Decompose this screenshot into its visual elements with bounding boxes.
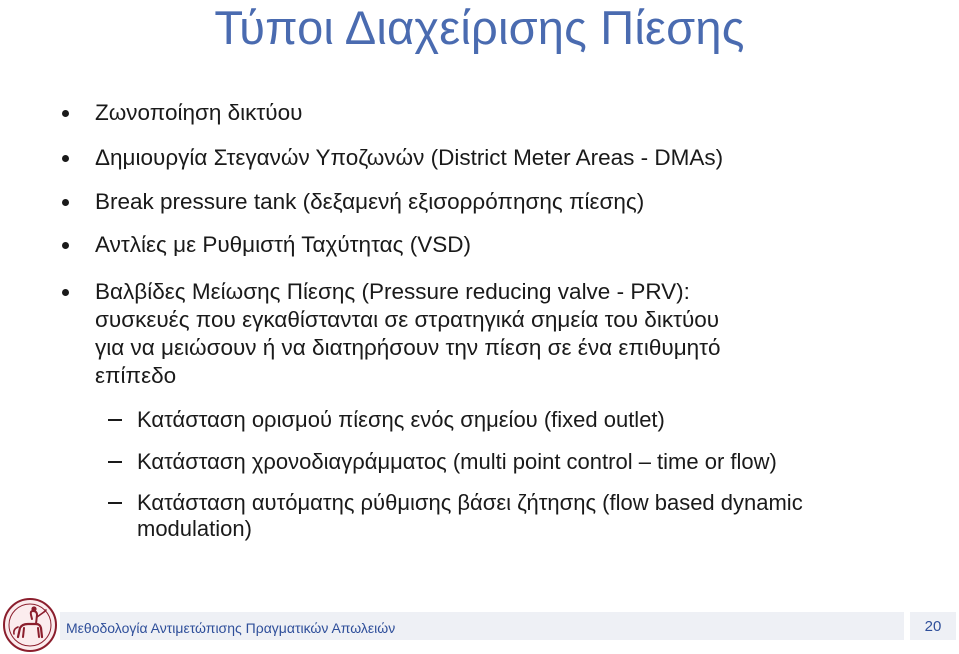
- sub-bullet-dash: [108, 419, 122, 421]
- bullet-item: Αντλίες με Ρυθμιστή Ταχύτητας (VSD): [95, 232, 471, 257]
- sub-bullet-dash: [108, 502, 122, 504]
- bullet-line: Βαλβίδες Μείωσης Πίεσης (Pressure reducing valve - PRV):: [95, 279, 690, 304]
- bullet-dot: [62, 199, 69, 206]
- sub-bullet-line: Κατάσταση αυτόματης ρύθμισης βάσει ζήτησης (flow based dynamic: [137, 490, 803, 515]
- sub-bullet-line: modulation): [137, 516, 252, 541]
- bullet-line: συσκευές που εγκαθίστανται σε στρατηγικά σημεία του δικτύου: [95, 307, 720, 332]
- university-seal-centaur-icon: [2, 597, 58, 653]
- bullet-dot: [62, 110, 69, 117]
- bullet-dot: [62, 289, 69, 296]
- sub-bullet-item: Κατάσταση χρονοδιαγράμματος (multi point control – time or flow): [137, 449, 777, 474]
- bullet-item: Ζωνοποίηση δικτύου: [95, 100, 303, 125]
- bullet-item: Δημιουργία Στεγανών Υποζωνών (District Meter Areas - DMAs): [95, 145, 724, 170]
- bullet-item-prv: [95, 278, 925, 390]
- bullet-dot: [62, 155, 69, 162]
- bullet-item: Break pressure tank (δεξαμενή εξισορρόπησης πίεσης): [95, 189, 645, 214]
- sub-bullet-item: Κατάσταση ορισμού πίεσης ενός σημείου (fixed outlet): [137, 407, 665, 432]
- slide-title: Τύποι Διαχείρισης Πίεσης: [214, 1, 745, 54]
- footer-course-title: Μεθοδολογία Αντιμετώπισης Πραγματικών Απωλειών: [66, 620, 396, 636]
- bullet-line: επίπεδο: [95, 363, 177, 388]
- sub-bullet-item: [137, 490, 927, 542]
- sub-bullet-dash: [108, 461, 122, 463]
- bullet-line: για να μειώσουν ή να διατηρήσουν την πίεση σε ένα επιθυμητό: [95, 335, 721, 360]
- page-number: 20: [910, 612, 956, 640]
- bullet-dot: [62, 242, 69, 249]
